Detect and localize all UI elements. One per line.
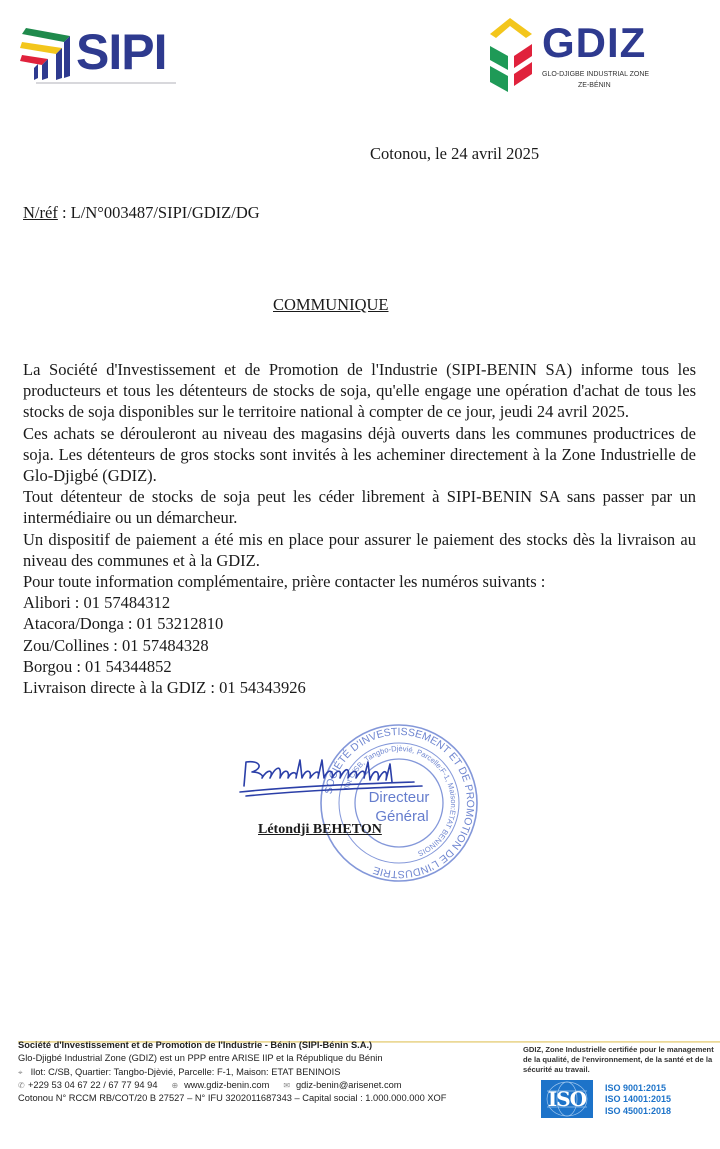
stamp-title-line-1: Directeur bbox=[368, 789, 430, 806]
footer-website-link[interactable]: www.gdiz-benin.com bbox=[184, 1079, 270, 1090]
reference-label: N/réf bbox=[23, 203, 58, 222]
sipi-logo-text: SIPI bbox=[76, 24, 167, 80]
paragraph-payment: Un dispositif de paiement a été mis en place pour assurer le paiement des stocks dès la livraison au niveau des communes et à la GDIZ. bbox=[23, 529, 696, 570]
paragraph-contact-intro: Pour toute information complémentaire, prière contacter les numéros suivants : bbox=[23, 572, 546, 592]
stamp-inner-text: Ilot C/SB, Tangbo-Djèvié, Parcelle:F-1, Maison:ETAT BENINOIS bbox=[341, 743, 459, 859]
contact-region: Borgou bbox=[23, 656, 73, 676]
signatory-name: Létondji BEHETON bbox=[258, 822, 382, 837]
footer-email-link[interactable]: gdiz-benin@arisenet.com bbox=[295, 1079, 402, 1090]
stamp-outer-text: SOCIÉTÉ D'INVESTISSEMENT ET DE PROMOTION DE L'INDUSTRIE bbox=[322, 725, 477, 881]
iso-standard: ISO 14001:2015 bbox=[605, 1094, 672, 1105]
contact-phone: 01 54343926 bbox=[219, 678, 306, 698]
letter-reference bbox=[23, 203, 260, 223]
footer-company-info bbox=[18, 1039, 508, 1105]
reference-value: : L/N°003487/SIPI/GDIZ/DG bbox=[57, 203, 260, 222]
contact-line: Borgou : 01 54344852 bbox=[23, 656, 172, 676]
gdiz-logo-text: GDIZ bbox=[542, 19, 647, 66]
iso-logo-text: ISO bbox=[547, 1087, 587, 1111]
sipi-logo-tagline bbox=[36, 82, 176, 84]
paragraph-intro: La Société d'Investissement et de Promotion de l'Industrie (SIPI-BENIN SA) informe tous les producteurs et tous les détenteurs de stocks de soja, qu'elle engage une opération d'achat de tous les stocks de soja disponibles sur le territoire national à compter de ce jour, jeudi 24 avril 2025. bbox=[23, 360, 696, 422]
contact-region: Livraison directe à la GDIZ bbox=[23, 678, 207, 698]
contact-phone: 01 53212810 bbox=[136, 614, 224, 634]
footer-registration: Cotonou N° RCCM RB/COT/20 B 27527 – N° IFU 3202011687343 – Capital social : 1.000.000.000 XOF bbox=[18, 1093, 447, 1104]
mail-icon: ✉ bbox=[283, 1080, 291, 1090]
iso-standard: ISO 9001:2015 bbox=[605, 1083, 667, 1093]
location-pin-icon: ⌖ bbox=[18, 1067, 23, 1077]
sipi-logo-mark bbox=[20, 28, 78, 80]
contact-phone: 01 57484312 bbox=[83, 593, 171, 613]
contact-line: Zou/Collines : 01 57484328 bbox=[23, 635, 209, 655]
iso-logo bbox=[541, 1080, 593, 1118]
contact-region: Zou/Collines bbox=[23, 635, 110, 655]
contact-line: Atacora/Donga : 01 53212810 bbox=[23, 614, 224, 634]
footer-phone: +229 53 04 67 22 / 67 77 94 94 bbox=[28, 1079, 158, 1090]
gdiz-logo bbox=[486, 16, 686, 96]
contact-line: Alibori : 01 57484312 bbox=[23, 593, 171, 613]
handwritten-signature bbox=[238, 756, 428, 798]
contact-phone: 01 54344852 bbox=[85, 656, 172, 676]
footer-address: Ilot: C/SB, Quartier: Tangbo-Djèvié, Parcelle: F-1, Maison: ETAT BENINOIS bbox=[30, 1066, 341, 1077]
official-stamp bbox=[318, 722, 480, 884]
footer-address-line bbox=[18, 1066, 508, 1079]
iso-standards-list bbox=[605, 1083, 671, 1117]
contact-line: Livraison directe à la GDIZ : 01 54343926 bbox=[23, 678, 306, 698]
stamp-title-line-2: Général bbox=[375, 808, 429, 825]
contact-phone: 01 57484328 bbox=[122, 635, 209, 655]
letter-date: Cotonou, le 24 avril 2025 bbox=[370, 144, 540, 163]
communique-title: COMMUNIQUE bbox=[273, 295, 389, 314]
footer-contact-line bbox=[18, 1079, 508, 1092]
sipi-logo bbox=[20, 22, 180, 88]
iso-standard: ISO 45001:2018 bbox=[605, 1105, 672, 1116]
gdiz-logo-subtitle: GLO-DJIGBE INDUSTRIAL ZONE bbox=[542, 71, 650, 78]
contact-region: Alibori bbox=[23, 593, 71, 613]
certification-text: GDIZ, Zone Industrielle certifiée pour le management de la qualité, de l'environnement, de la santé et de la sécurité au travail. bbox=[523, 1045, 714, 1074]
gdiz-logo-location: ZE-BÉNIN bbox=[578, 82, 611, 89]
phone-icon: ✆ bbox=[18, 1080, 25, 1090]
contact-region: Atacora/Donga bbox=[23, 614, 124, 634]
gdiz-logo-mark bbox=[486, 16, 538, 94]
footer-ppp-line: Glo-Djigbé Industrial Zone (GDIZ) est un PPP entre ARISE IIP et la République du Bénin bbox=[18, 1053, 383, 1064]
letter-body bbox=[23, 359, 696, 698]
paragraph-purchases: Ces achats se dérouleront au niveau des magasins déjà ouverts dans les communes productrices de soja. Les détenteurs de gros stocks sont invités à les acheminer directement à la Zone Industrielle de Glo-Djigbé (GDIZ). bbox=[23, 423, 696, 486]
paragraph-no-intermediary: Tout détenteur de stocks de soja peut les céder librement à SIPI-BENIN SA sans passer par un intermédiaire ou un démarcheur. bbox=[23, 487, 696, 528]
globe-icon: ⊕ bbox=[171, 1080, 179, 1090]
footer-company-name: Société d'Investissement et de Promotion de l'Industrie - Bénin (SIPI-Bénin S.A.) bbox=[18, 1040, 373, 1050]
